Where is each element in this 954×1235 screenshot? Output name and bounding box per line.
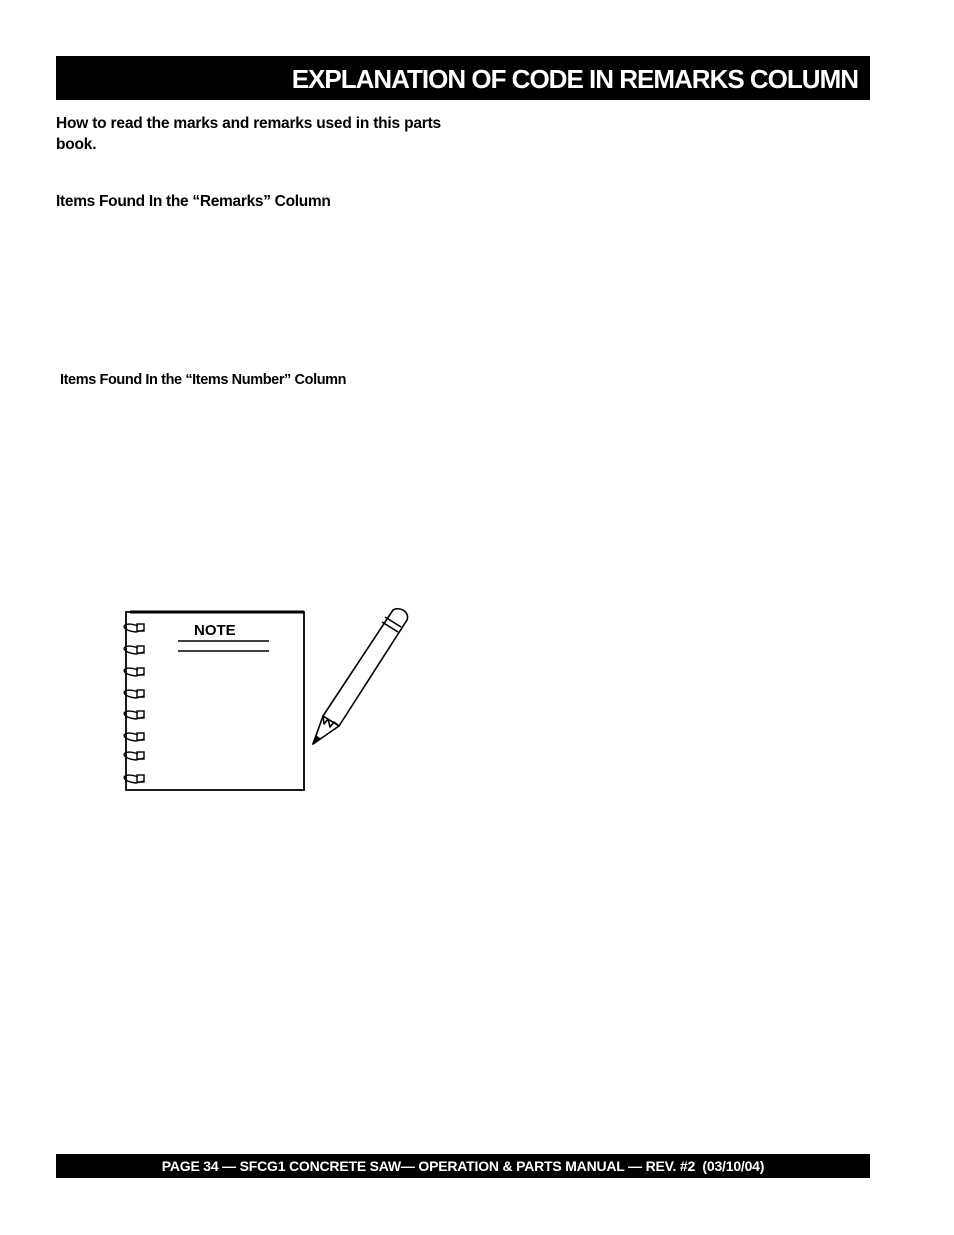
note-illustration	[110, 600, 420, 800]
page-footer: PAGE 34 — SFCG1 CONCRETE SAW— OPERATION & PARTS MANUAL — REV. #2 (03/10/04)	[56, 1154, 870, 1178]
pencil-icon	[313, 609, 408, 744]
intro-text: How to read the marks and remarks used in this parts book.	[56, 115, 441, 153]
items-number-column-heading: Items Found In the “Items Number” Column	[60, 372, 347, 388]
spiral-notepad-icon	[124, 612, 304, 790]
note-label: NOTE	[194, 622, 236, 639]
page-title-text: EXPLANATION OF CODE IN REMARKS COLUMN	[291, 64, 858, 94]
remarks-column-heading: Items Found In the “Remarks” Column	[56, 193, 331, 210]
page-title	[56, 56, 870, 100]
